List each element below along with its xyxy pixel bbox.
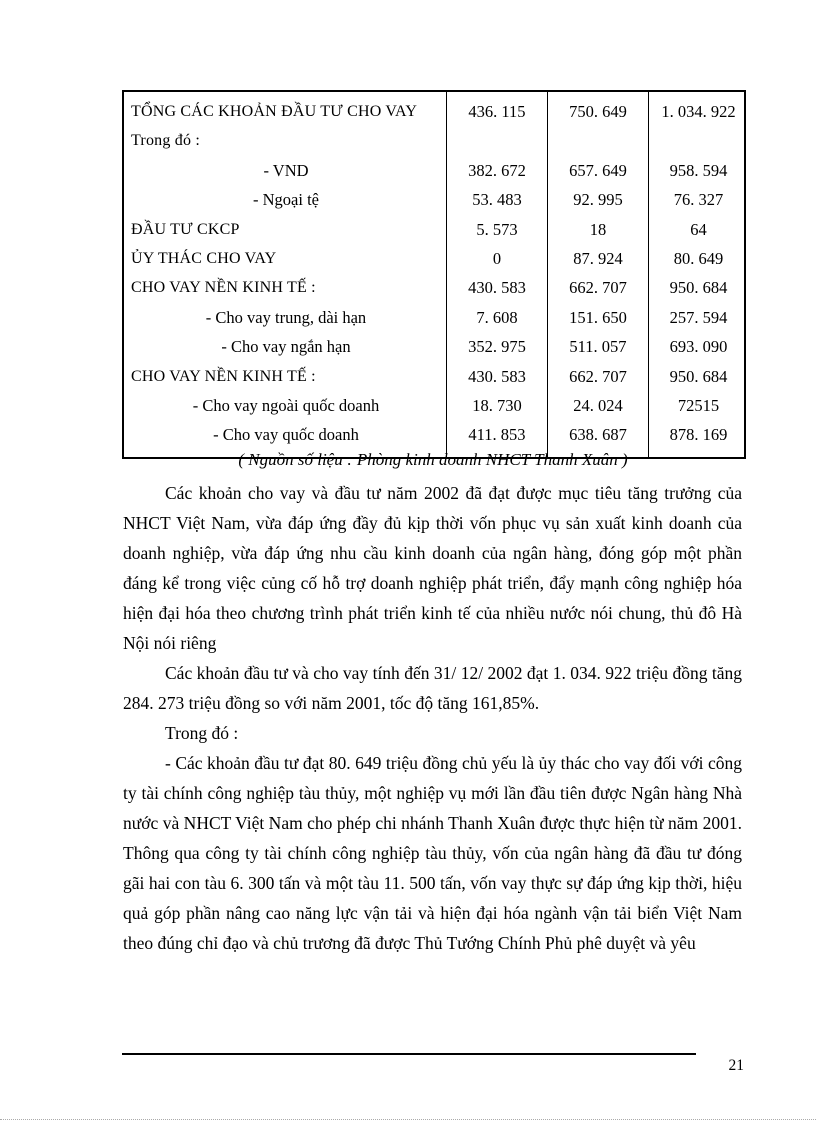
table-value: 638. 687 [569,425,627,445]
table-label: - Ngoại tệ [253,190,319,210]
body-text [123,478,742,958]
table-value: 662. 707 [569,366,627,386]
paragraph: Các khoản đầu tư và cho vay tính đến 31/ 12/ 2002 đạt 1. 034. 922 triệu đồng tăng 284. 273 triệu đồng so với năm 2001, tốc độ tăng 161,85%. [123,663,742,713]
footer-rule [122,1053,696,1055]
table-label: - Cho vay ngắn hạn [221,337,351,357]
table-label: CHO VAY NỀN KINH TẾ : [131,279,316,297]
table-value: 662. 707 [569,278,627,298]
table-col-2 [547,92,648,457]
table-value: 5. 573 [476,219,518,239]
bottom-page-edge [0,1119,816,1120]
table-value: 92. 995 [573,190,623,210]
table-label: ỦY THÁC CHO VAY [131,249,277,267]
table-value: 436. 115 [468,102,526,121]
table-value: 878. 169 [669,425,728,445]
investment-table [122,90,746,459]
table-value: 950. 684 [669,278,728,298]
table-value: 958. 594 [669,160,728,180]
table-value: 257. 594 [669,307,728,327]
table-value: 53. 483 [472,190,522,210]
table-label: - Cho vay quốc doanh [213,425,359,445]
table-value: 411. 853 [468,425,526,445]
table-value: 7. 608 [476,307,518,327]
table-col-3 [648,92,748,457]
table-value: 64 [690,219,707,239]
table-value: 693. 090 [669,337,728,357]
table-value [551,126,645,155]
table-source-caption: ( Nguồn số liệu : Phòng kinh doanh NHCT Thanh Xuân ) [238,450,628,469]
table-value: 511. 057 [569,337,627,357]
page-number: 21 [728,1057,744,1074]
table-value: 76. 327 [673,190,724,210]
table-label: TỔNG CÁC KHOẢN ĐẦU TƯ CHO VAY [131,103,418,120]
table-value: 950. 684 [669,366,728,386]
table-value: 657. 649 [569,160,627,180]
table-label: - Cho vay trung, dài hạn [205,307,367,327]
table-value: 18 [589,219,607,239]
table-value: 24. 024 [573,395,623,415]
table-label: ĐẦU TƯ CKCP [131,220,240,238]
table-label: - Cho vay ngoài quốc doanh [192,395,380,415]
table-value: 80. 649 [673,248,724,268]
table-value: 151. 650 [569,307,627,327]
table-label: - VND [263,160,309,180]
table-value: 72515 [677,395,720,415]
table-value: 1. 034. 922 [661,102,736,121]
table-value [652,126,745,155]
table-value: 382. 672 [468,160,526,180]
table-value: 430. 583 [468,278,526,298]
table-value: 87. 924 [573,248,623,268]
table-value: 750. 649 [569,102,627,121]
table-value [450,126,544,155]
table-value: 430. 583 [468,366,526,386]
paragraph: Các khoản cho vay và đầu tư năm 2002 đã đạt được mục tiêu tăng trưởng của NHCT Việt Nam, vừa đáp ứng đầy đủ kịp thời vốn phục vụ sản xuất kinh doanh của doanh nghiệp, vừa đáp ứng nhu cầu kinh doanh của ngân hàng, đóng góp một phần đáng kể trong việc củng cố hỗ trợ doanh nghiệp phát triển, đẩy mạnh công nghiệp hóa hiện đại hóa theo chương trình phát triển kinh tế của nhiều nước nói chung, thủ đô Hà Nội nói riêng [123,483,742,653]
table-label-column [124,92,446,457]
table-value: 18. 730 [472,395,522,415]
table-col-1 [446,92,547,457]
table-value: 352. 975 [468,337,526,357]
paragraph: - Các khoản đầu tư đạt 80. 649 triệu đồng chủ yếu là ủy thác cho vay đối với công ty tài chính công nghiệp tàu thủy, một nghiệp vụ mới lần đầu tiên được Ngân hàng Nhà nước và NHCT Việt Nam cho phép chi nhánh Thanh Xuân được thực hiện từ năm 2001. Thông qua công ty tài chính công nghiệp tàu thủy, vốn của ngân hàng đã đầu tư đóng gãi hai con tàu 6. 300 tấn và một tàu 11. 500 tấn, vốn vay thực sự đáp ứng kịp thời, hiệu quả góp phần nâng cao năng lực vận tải và hiện đại hóa ngành vận tải biển Việt Nam theo đúng chỉ đạo và chủ trương đã được Thủ Tướng Chính Phủ phê duyệt và yêu [123,753,742,953]
table-label: CHO VAY NỀN KINH TẾ : [131,367,316,385]
table-label: Trong đó : [131,132,200,150]
table-value: 0 [492,248,502,268]
paragraph: Trong đó : [165,723,239,743]
